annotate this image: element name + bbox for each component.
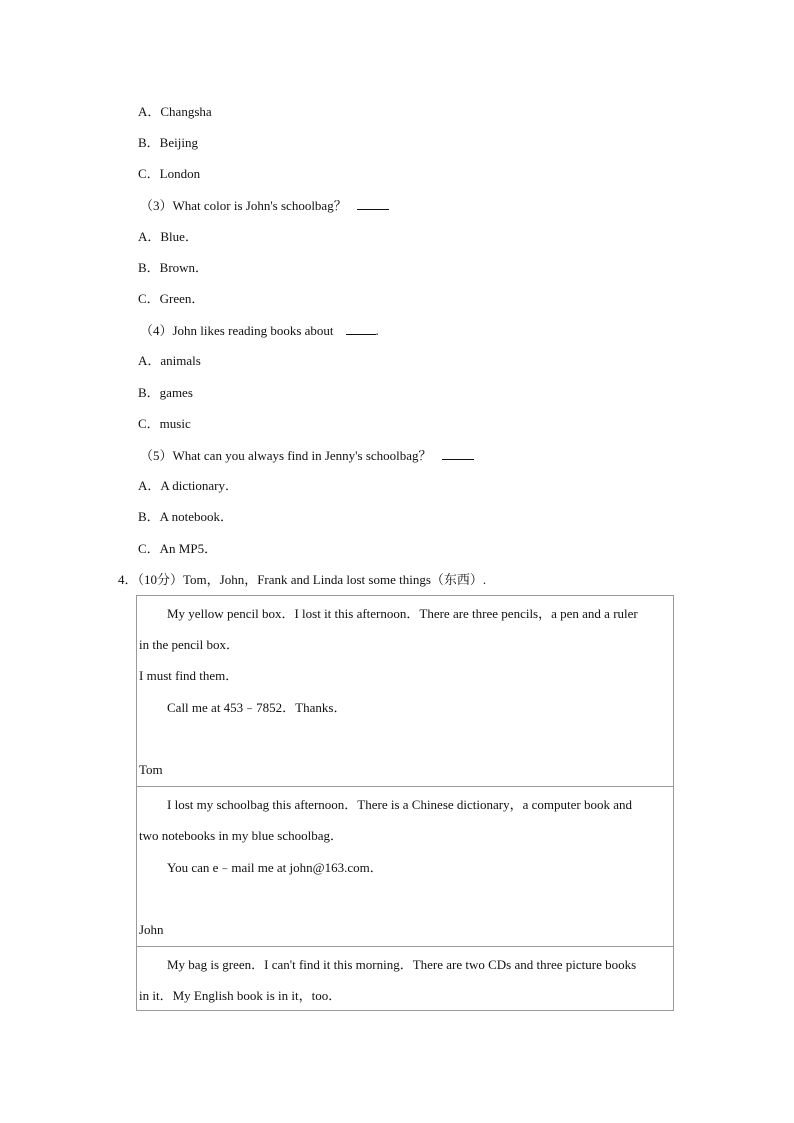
note-tom: [137, 596, 673, 786]
q5-stem: （5）What can you always find in Jenny's schoolbag？: [140, 448, 432, 463]
note-text-line: two notebooks in my blue schoolbag．: [139, 828, 344, 843]
q3-option-a: A．Blue．: [138, 229, 198, 244]
note-text-line: You can e﹣mail me at john@163.com．: [167, 860, 383, 875]
note-signature: John: [139, 922, 164, 937]
q4-stem-line: [140, 322, 379, 339]
q3-stem: （3）What color is John's schoolbag？: [140, 198, 347, 213]
q4-option-a: A．animals: [138, 353, 201, 368]
note-text-line: My bag is green．I can't find it this morning．There are two CDs and three picture books: [167, 957, 637, 972]
note-text-line: My yellow pencil box．I lost it this afternoon．There are three pencils，a pen and a ruler: [167, 606, 638, 621]
lost-notes-table: [136, 595, 674, 1011]
note-text-line: I lost my schoolbag this afternoon．There is a Chinese dictionary，a computer book and: [167, 797, 632, 812]
q5-option-b: B．A notebook．: [138, 509, 233, 524]
q5-option-a: A．A dictionary．: [138, 478, 239, 493]
q4-option-b: B．games: [138, 385, 193, 400]
note-text-line: in it．My English book is in it，too．: [139, 988, 342, 1003]
note-text-line: in the pencil box．: [139, 637, 240, 652]
q4-stem-tail: .: [375, 323, 379, 338]
q4-stem: （4）John likes reading books about: [140, 323, 334, 338]
section-4-heading: 4．（10分）Tom，John，Frank and Linda lost some things（东西）.: [118, 572, 487, 587]
q3-stem-line: [140, 197, 389, 214]
q2-option-a: A．Changsha: [138, 104, 212, 119]
q5-answer-blank: [442, 447, 474, 460]
q2-option-c: C．London: [138, 166, 201, 181]
note-signature: Tom: [139, 762, 163, 777]
q3-answer-blank: [357, 197, 389, 210]
q4-answer-blank: [346, 322, 376, 335]
q3-option-b: B．Brown．: [138, 260, 209, 275]
note-third: [137, 946, 673, 1011]
note-john: [137, 786, 673, 947]
note-text-line: Call me at 453﹣7852．Thanks．: [167, 700, 347, 715]
note-text-line: I must find them．: [139, 668, 239, 683]
q5-option-c: C．An MP5．: [138, 541, 218, 556]
q3-option-c: C．Green．: [138, 291, 205, 306]
q5-stem-line: [140, 447, 474, 464]
q4-option-c: C．music: [138, 416, 191, 431]
q2-option-b: B．Beijing: [138, 135, 198, 150]
